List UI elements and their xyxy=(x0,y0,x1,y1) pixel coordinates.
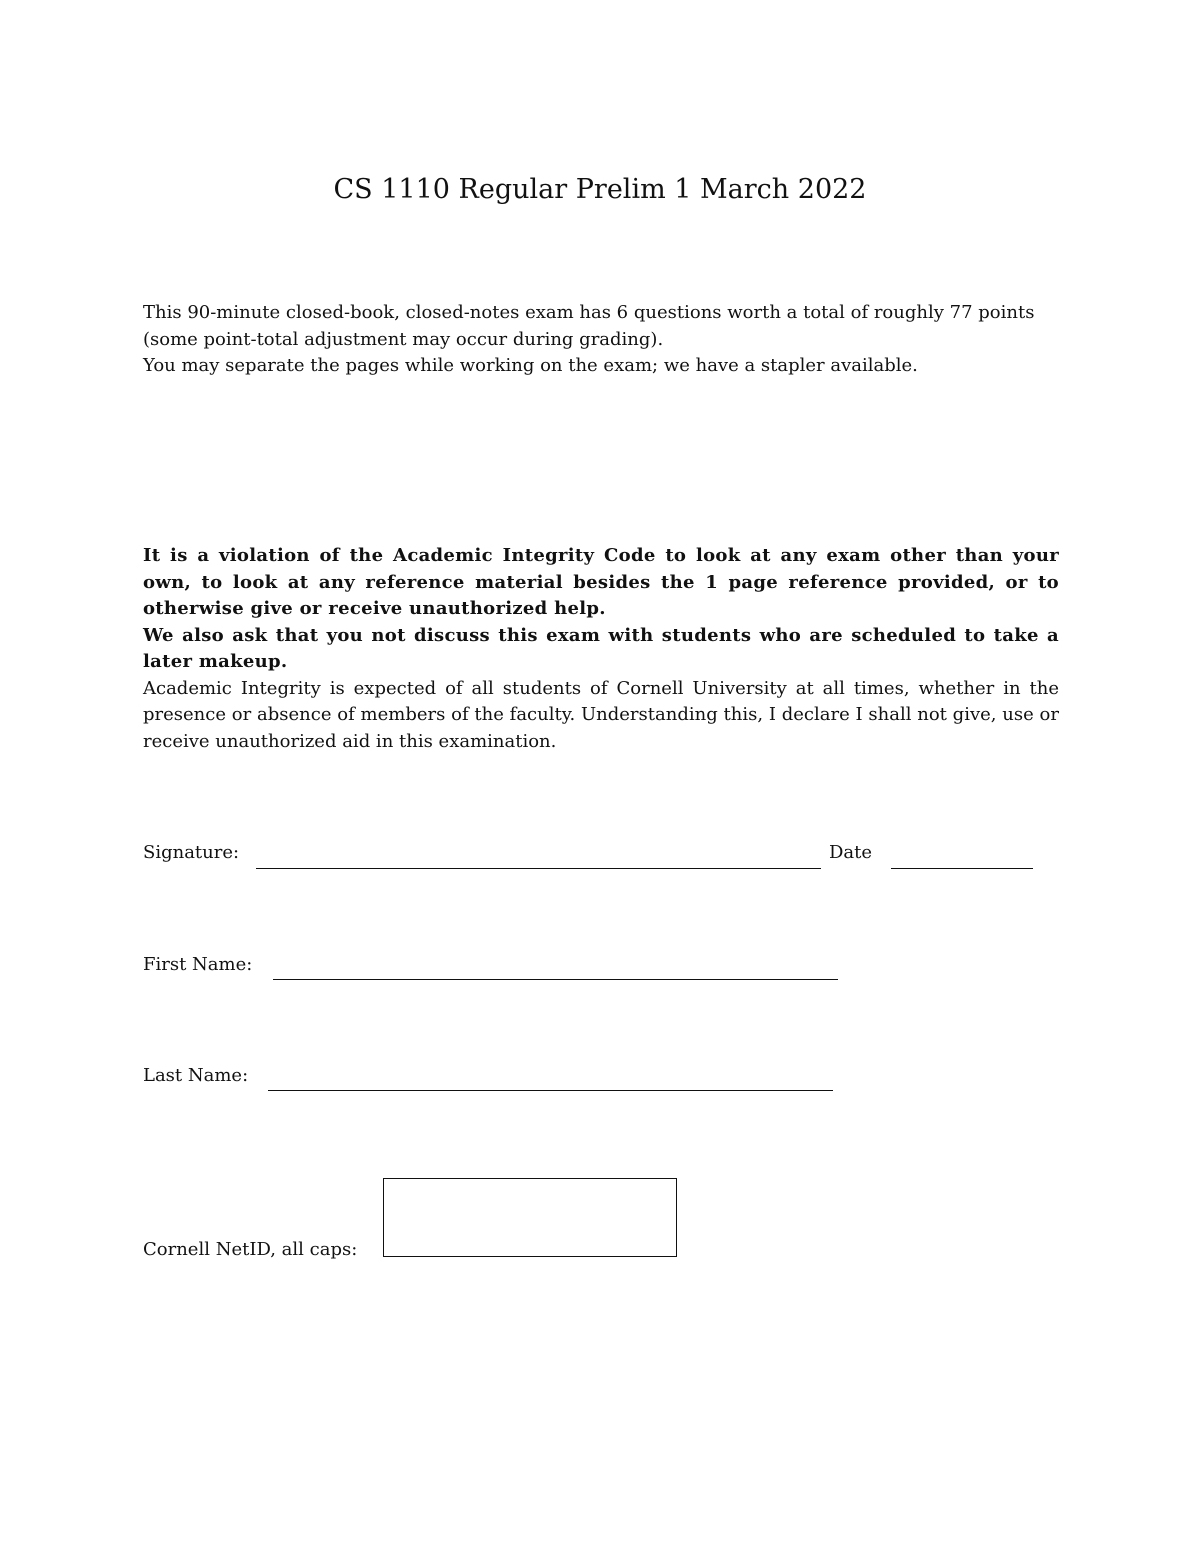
date-label: Date xyxy=(829,842,873,863)
instructions-exam-info: This 90-minute closed-book, closed-notes exam has 6 questions worth a total of roughly 77 points (some point-total adjustment may occur during grading). xyxy=(143,302,1035,350)
first-name-label: First Name: xyxy=(143,954,253,975)
first-name-field[interactable] xyxy=(273,979,838,980)
signature-field[interactable] xyxy=(256,868,821,869)
last-name-field[interactable] xyxy=(268,1090,833,1091)
integrity-makeup-request: We also ask that you not discuss this exam with students who are scheduled to take a later makeup. xyxy=(143,624,1059,672)
integrity-pledge: Academic Integrity is expected of all students of Cornell University at all times, whether in the presence or absence of members of the faculty. Understanding this, I declare I shall not give, use or receive unauthorized aid in this examination. xyxy=(143,677,1059,752)
integrity-code-name: Academic Integrity Code xyxy=(393,545,656,566)
signature-label: Signature: xyxy=(143,842,240,863)
last-name-label: Last Name: xyxy=(143,1065,249,1086)
integrity-violation-rest: to look at any exam other than your own, to look at any reference material besides the 1 page reference provided, or to otherwise give or receive unauthorized help. xyxy=(143,545,1060,619)
exam-instructions xyxy=(143,300,1059,380)
date-field[interactable] xyxy=(891,868,1033,869)
academic-integrity-statement xyxy=(143,543,1059,755)
netid-label: Cornell NetID, all caps: xyxy=(143,1239,358,1260)
exam-title: CS 1110 Regular Prelim 1 March 2022 xyxy=(333,174,867,205)
instructions-stapler-note: You may separate the pages while working on the exam; we have a stapler available. xyxy=(143,355,918,376)
integrity-violation-notice xyxy=(143,543,1059,623)
integrity-violation-prefix: It is a violation of the xyxy=(143,545,394,566)
netid-input-box[interactable] xyxy=(383,1178,677,1257)
